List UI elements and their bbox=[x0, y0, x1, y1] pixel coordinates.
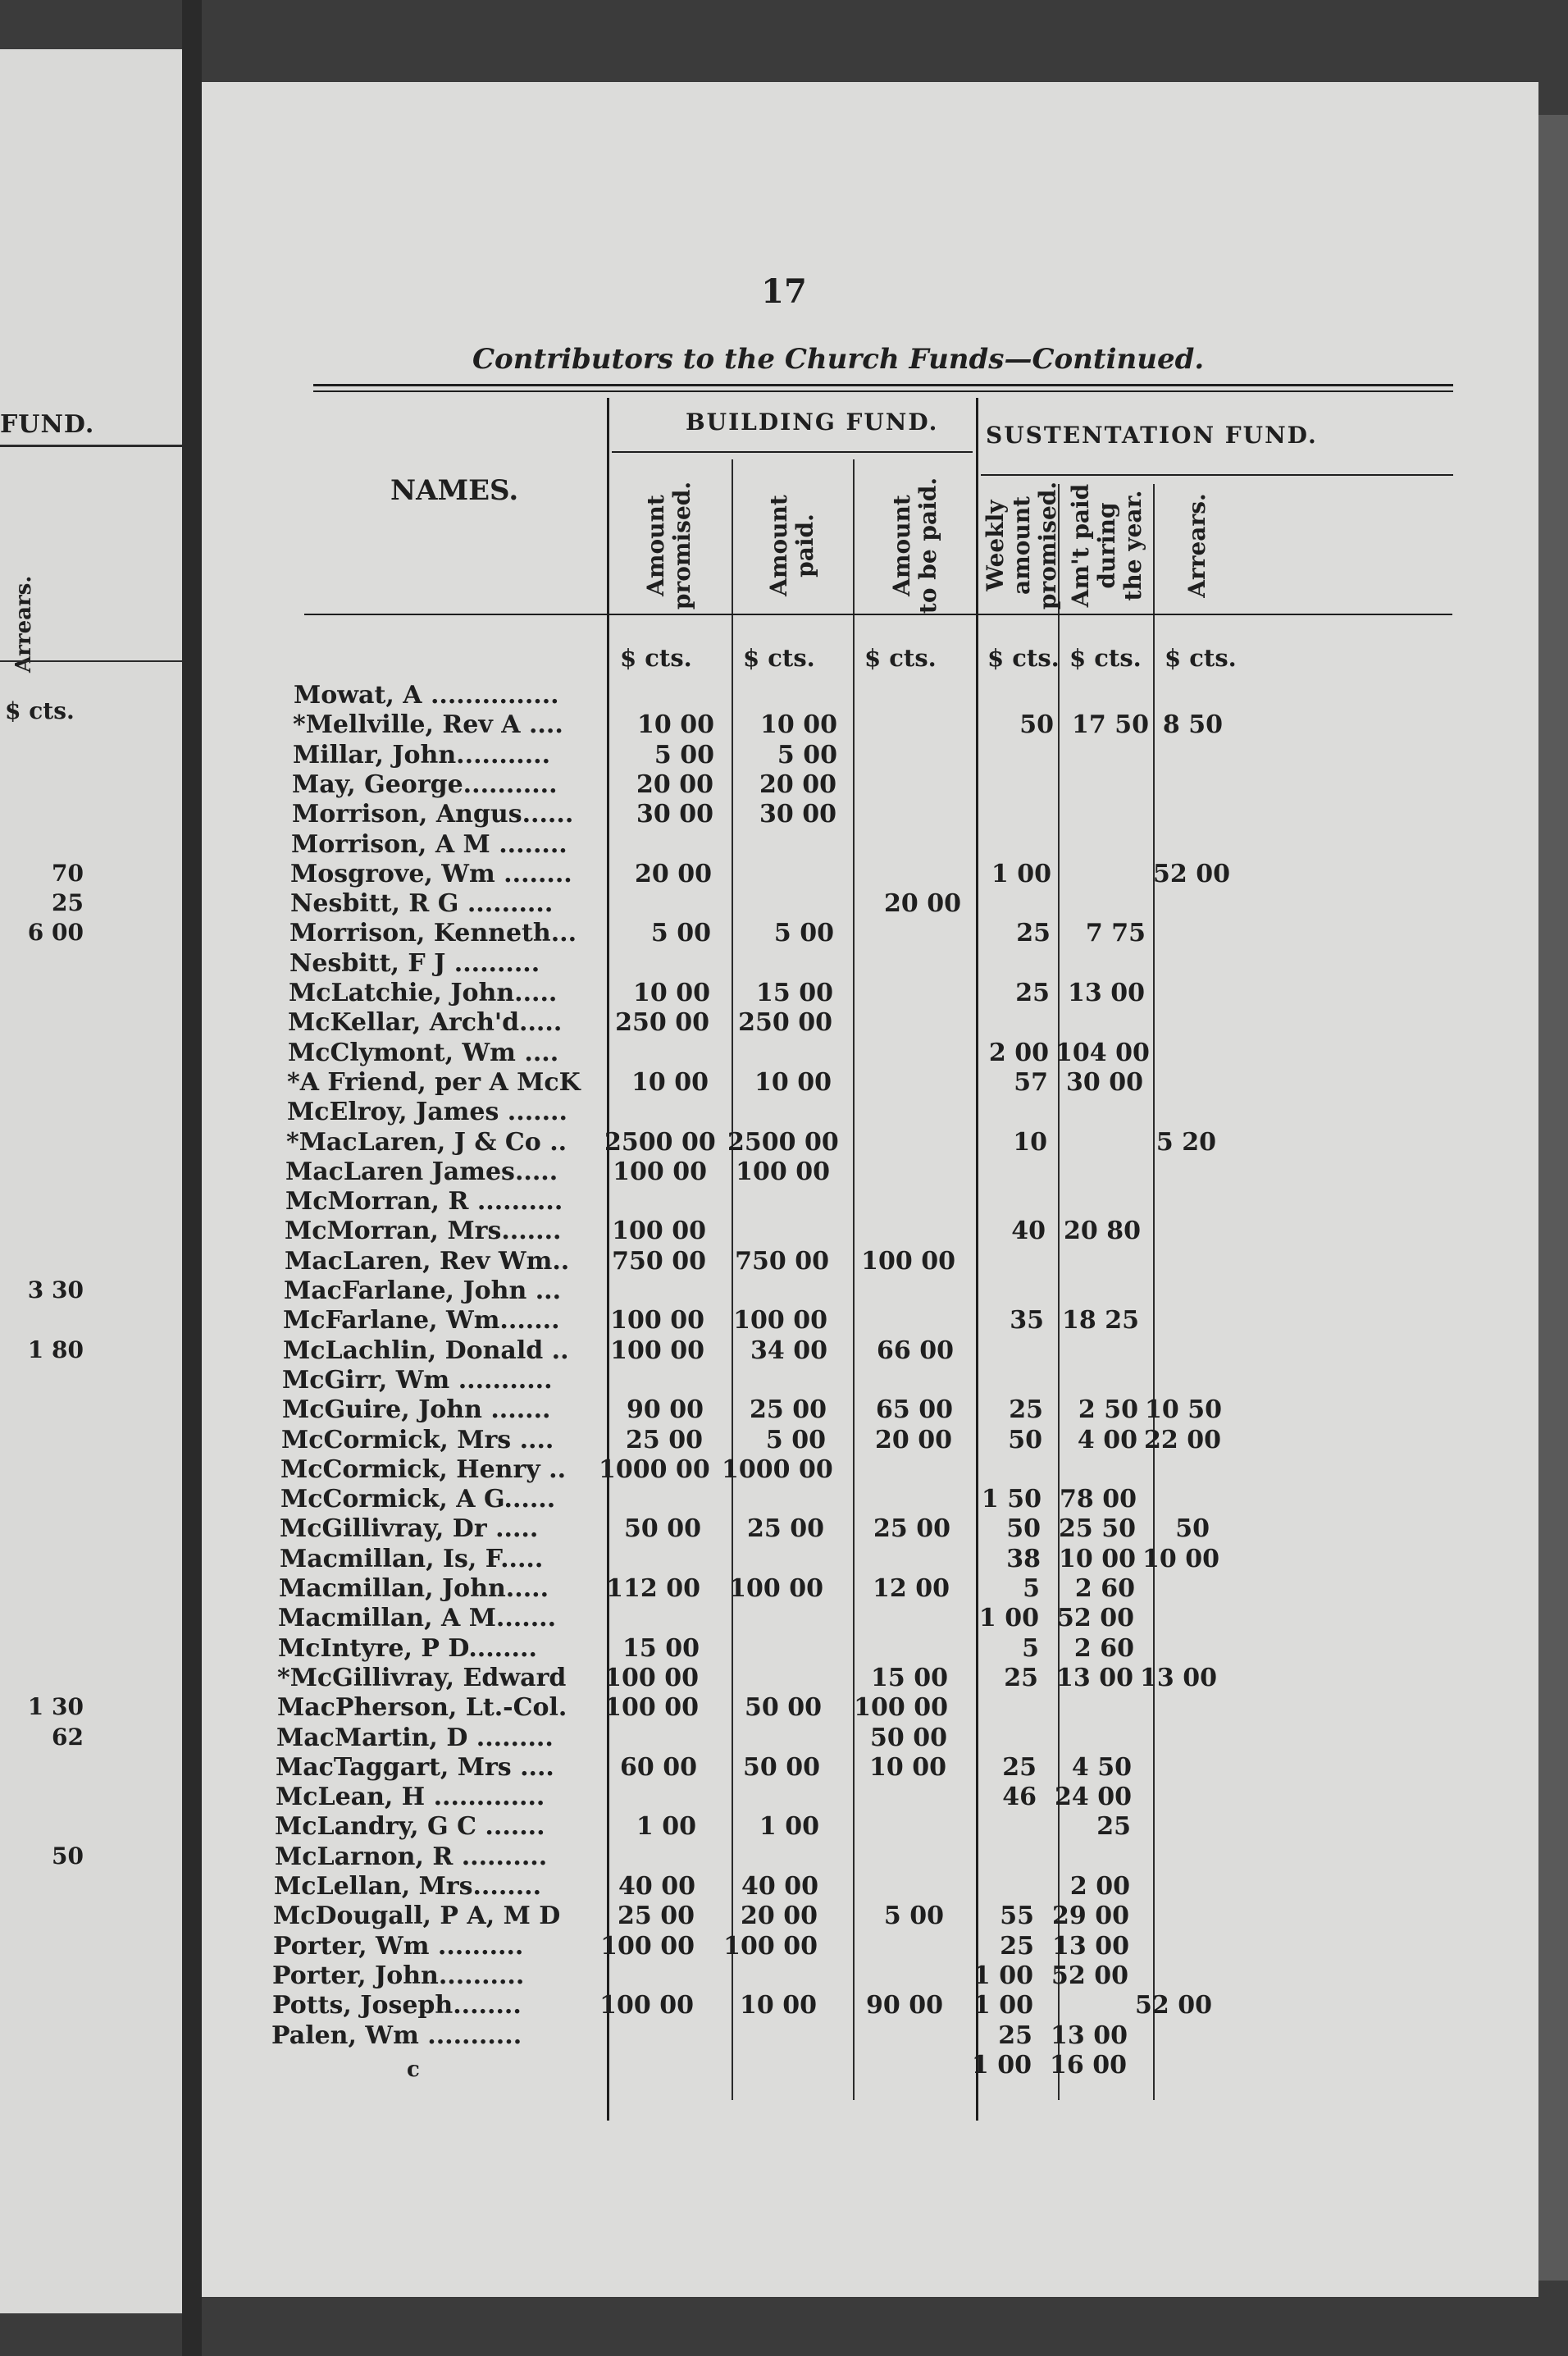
amount-cell: 1 50 bbox=[981, 1485, 1042, 1514]
amount-cell: 40 00 bbox=[618, 1872, 695, 1901]
contributor-name: McLellan, Mrs........ bbox=[274, 1872, 542, 1901]
table-row bbox=[202, 1693, 1432, 1723]
amount-cell: 100 00 bbox=[610, 1306, 704, 1336]
contributor-name: McCormick, Mrs .... bbox=[281, 1425, 554, 1454]
contributor-name: Mowat, A ............... bbox=[294, 681, 559, 710]
amount-cell: 50 bbox=[1006, 1514, 1041, 1544]
amount-cell: 25 00 bbox=[750, 1395, 827, 1425]
amount-cell: 13 00 bbox=[1140, 1663, 1217, 1692]
amount-cell: 1 00 bbox=[991, 859, 1051, 888]
column-header-line: Amount bbox=[765, 495, 792, 596]
amount-cell: 1 00 bbox=[973, 1991, 1033, 2020]
contributor-name: McMorran, Mrs....... bbox=[285, 1217, 562, 1246]
table-row bbox=[202, 1366, 1432, 1395]
table-row bbox=[202, 710, 1432, 740]
column-header-6 bbox=[1184, 463, 1210, 628]
contributor-name: McLarnon, R .......... bbox=[275, 1842, 548, 1871]
contributor-name: McGillivray, Dr ..... bbox=[280, 1514, 539, 1544]
table-row bbox=[202, 1574, 1432, 1604]
column-header-line: Arrears. bbox=[1183, 493, 1210, 598]
amount-cell: 78 00 bbox=[1060, 1485, 1137, 1514]
column-header-line: Am't paid bbox=[1067, 483, 1094, 608]
unit-label: $ cts. bbox=[1165, 644, 1237, 672]
contributor-name: MacMartin, D ......... bbox=[276, 1723, 554, 1752]
amount-cell: 40 00 bbox=[741, 1872, 818, 1901]
amount-cell: 17 50 bbox=[1072, 710, 1149, 740]
contributor-name: Palen, Wm ........... bbox=[271, 2020, 522, 2050]
amount-cell: 13 00 bbox=[1051, 2020, 1128, 2050]
table-row bbox=[202, 1157, 1432, 1187]
amount-cell: 18 25 bbox=[1062, 1306, 1139, 1336]
amount-cell: 4 00 bbox=[1077, 1425, 1137, 1454]
contributor-name: McMorran, R .......... bbox=[285, 1187, 563, 1217]
unit-label: $ cts. bbox=[620, 644, 692, 672]
amount-cell: 35 bbox=[1010, 1306, 1044, 1336]
amount-cell: 2500 00 bbox=[604, 1127, 716, 1157]
contributor-name: *McGillivray, Edward bbox=[277, 1663, 567, 1692]
amount-cell: 10 50 bbox=[1145, 1395, 1222, 1425]
amount-cell: 15 00 bbox=[871, 1663, 948, 1692]
amount-cell: 10 00 bbox=[633, 979, 710, 1007]
table-row bbox=[202, 1187, 1432, 1217]
amount-cell: 20 00 bbox=[884, 889, 961, 919]
amount-cell: 25 00 bbox=[618, 1902, 695, 1931]
amount-cell: 100 00 bbox=[599, 1991, 694, 2020]
amount-cell: 2500 00 bbox=[727, 1127, 839, 1157]
contributor-name: McDougall, P A, M D bbox=[273, 1902, 561, 1931]
amount-cell: 50 bbox=[1008, 1425, 1042, 1454]
page-number: 17 bbox=[761, 272, 807, 311]
amount-cell: 1 00 bbox=[636, 1812, 696, 1842]
amount-cell: 10 00 bbox=[740, 1991, 817, 2020]
table-row bbox=[202, 1306, 1432, 1336]
book-gutter bbox=[182, 0, 202, 2356]
facing-page bbox=[0, 49, 182, 2313]
amount-cell: 25 bbox=[1016, 919, 1051, 948]
amount-cell: 5 00 bbox=[773, 919, 834, 948]
amount-cell: 30 00 bbox=[636, 800, 713, 829]
amount-cell: 25 00 bbox=[626, 1425, 703, 1454]
amount-cell: 50 bbox=[1019, 710, 1054, 740]
header-bottom-rule bbox=[304, 614, 1452, 615]
column-header-3 bbox=[889, 463, 941, 628]
amount-cell: 10 00 bbox=[1142, 1544, 1219, 1573]
amount-cell: 750 00 bbox=[612, 1246, 706, 1276]
table-row bbox=[202, 1247, 1432, 1276]
table-row bbox=[202, 1008, 1432, 1038]
column-header-line: during bbox=[1093, 502, 1120, 589]
table-row bbox=[202, 949, 1432, 979]
amount-cell: 25 bbox=[1015, 979, 1050, 1007]
amount-cell: 24 00 bbox=[1055, 1783, 1132, 1812]
contributor-name: Porter, Wm .......... bbox=[273, 1931, 524, 1961]
amount-cell: 2 60 bbox=[1073, 1633, 1134, 1663]
contributor-name: Morrison, Kenneth... bbox=[289, 919, 577, 948]
contributor-name: McLatchie, John..... bbox=[289, 979, 558, 1007]
amount-cell: 50 00 bbox=[624, 1514, 701, 1544]
signature-mark: c bbox=[407, 2057, 420, 2082]
table-row bbox=[202, 1634, 1432, 1664]
column-header-line: Amount bbox=[642, 495, 669, 596]
contributor-name: *MacLaren, J & Co .. bbox=[286, 1127, 567, 1157]
amount-cell: 250 00 bbox=[738, 1008, 832, 1038]
amount-cell: 100 00 bbox=[604, 1663, 699, 1692]
amount-cell: 10 00 bbox=[637, 710, 714, 740]
amount-cell: 13 00 bbox=[1056, 1663, 1133, 1692]
table-row bbox=[202, 1098, 1432, 1127]
amount-cell: 46 bbox=[1002, 1783, 1037, 1812]
amount-cell: 2 00 bbox=[1069, 1872, 1130, 1901]
facing-page-value: 50 bbox=[52, 1842, 84, 1870]
amount-cell: 29 00 bbox=[1052, 1902, 1129, 1931]
amount-cell: 50 00 bbox=[743, 1752, 820, 1782]
amount-cell: 10 00 bbox=[1059, 1544, 1136, 1573]
table-row bbox=[202, 1426, 1432, 1455]
amount-cell: 16 00 bbox=[1050, 2050, 1127, 2080]
contributor-name: McLean, H ............. bbox=[276, 1783, 545, 1812]
table-row bbox=[202, 2051, 1432, 2080]
table-row bbox=[202, 860, 1432, 889]
amount-cell: 38 bbox=[1006, 1544, 1041, 1573]
table-row bbox=[202, 1932, 1432, 1961]
table-row bbox=[202, 979, 1432, 1008]
facing-page-rule-2 bbox=[0, 660, 182, 662]
contributor-name: McCormick, A G...... bbox=[280, 1485, 556, 1514]
amount-cell: 5 00 bbox=[765, 1425, 826, 1454]
table-row bbox=[202, 1455, 1432, 1485]
amount-cell: 25 00 bbox=[873, 1514, 950, 1544]
column-header-5 bbox=[1068, 463, 1146, 628]
amount-cell: 20 00 bbox=[741, 1902, 818, 1931]
amount-cell: 1000 00 bbox=[722, 1454, 833, 1484]
contributor-name: May, George........... bbox=[292, 769, 558, 799]
facing-page-value: 62 bbox=[52, 1723, 84, 1751]
facing-page-value: 6 00 bbox=[27, 919, 84, 947]
table-row bbox=[202, 889, 1432, 919]
amount-cell: 34 00 bbox=[750, 1336, 827, 1365]
amount-cell: 50 00 bbox=[870, 1723, 947, 1752]
table-row bbox=[202, 1872, 1432, 1902]
amount-cell: 25 50 bbox=[1059, 1514, 1136, 1544]
column-header-line: to be paid. bbox=[914, 477, 941, 614]
amount-cell: 1 00 bbox=[973, 1961, 1033, 1990]
top-double-rule-2 bbox=[313, 390, 1453, 392]
amount-cell: 5 00 bbox=[654, 740, 714, 769]
table-row bbox=[202, 1039, 1432, 1068]
contributor-name: McCormick, Henry .. bbox=[280, 1454, 567, 1484]
contributor-name: Morrison, A M ........ bbox=[291, 829, 567, 859]
table-row bbox=[202, 919, 1432, 948]
contributor-name: McGuire, John ....... bbox=[282, 1395, 551, 1425]
amount-cell: 5 bbox=[1022, 1633, 1039, 1663]
column-header-line: promised. bbox=[668, 481, 695, 610]
sustentation-fund-header: SUSTENTATION FUND. bbox=[986, 422, 1318, 449]
contributor-name: Porter, John.......... bbox=[272, 1961, 525, 1990]
amount-cell: 20 00 bbox=[636, 769, 713, 799]
contributor-name: Potts, Joseph........ bbox=[272, 1991, 522, 2020]
unit-label: $ cts. bbox=[987, 644, 1060, 672]
amount-cell: 15 00 bbox=[756, 979, 833, 1007]
contributor-name: McGirr, Wm ........... bbox=[282, 1365, 553, 1395]
table-row bbox=[202, 800, 1432, 829]
table-row bbox=[202, 1217, 1432, 1246]
amount-cell: 2 60 bbox=[1074, 1574, 1135, 1603]
amount-cell: 30 00 bbox=[1066, 1067, 1143, 1097]
amount-cell: 52 00 bbox=[1153, 859, 1230, 888]
amount-cell: 2 50 bbox=[1078, 1395, 1138, 1425]
amount-cell: 100 00 bbox=[854, 1693, 948, 1723]
facing-page-value: 1 80 bbox=[27, 1336, 84, 1363]
table-row bbox=[202, 2021, 1432, 2051]
column-header-line: Amount bbox=[888, 495, 915, 596]
amount-cell: 22 00 bbox=[1144, 1425, 1221, 1454]
facing-page-header: FUND. bbox=[0, 410, 95, 439]
amount-cell: 100 00 bbox=[736, 1157, 830, 1186]
amount-cell: 5 00 bbox=[883, 1902, 944, 1931]
table-row bbox=[202, 1336, 1432, 1366]
amount-cell: 25 bbox=[1004, 1663, 1038, 1692]
facing-page-value: 25 bbox=[52, 889, 84, 917]
amount-cell: 5 20 bbox=[1155, 1127, 1216, 1157]
contributor-name: Millar, John........... bbox=[293, 740, 551, 769]
table-row bbox=[202, 830, 1432, 860]
amount-cell: 90 00 bbox=[627, 1395, 704, 1425]
contributor-name: Nesbitt, F J .......... bbox=[289, 948, 540, 978]
column-header-line: the year. bbox=[1119, 490, 1146, 601]
amount-cell: 100 00 bbox=[861, 1246, 955, 1276]
facing-page-value: 70 bbox=[52, 859, 84, 887]
amount-cell: 1 00 bbox=[978, 1604, 1039, 1633]
amount-cell: 5 bbox=[1023, 1574, 1040, 1603]
unit-label: $ cts. bbox=[864, 644, 937, 672]
table-row bbox=[202, 1514, 1432, 1544]
building-fund-header: BUILDING FUND. bbox=[686, 409, 939, 436]
table-row bbox=[202, 1842, 1432, 1872]
amount-cell: 750 00 bbox=[735, 1246, 829, 1276]
amount-cell: 100 00 bbox=[600, 1931, 695, 1961]
amount-cell: 4 50 bbox=[1071, 1752, 1132, 1782]
amount-cell: 10 00 bbox=[631, 1067, 709, 1097]
amount-cell: 50 bbox=[1175, 1514, 1210, 1544]
contributor-name: Mosgrove, Wm ........ bbox=[290, 859, 572, 888]
amount-cell: 20 00 bbox=[759, 769, 836, 799]
table-row bbox=[202, 1961, 1432, 1991]
amount-cell: 12 00 bbox=[873, 1574, 950, 1603]
amount-cell: 8 50 bbox=[1162, 710, 1223, 740]
column-header-4 bbox=[982, 463, 1061, 628]
table-row bbox=[202, 1783, 1432, 1812]
amount-cell: 250 00 bbox=[615, 1008, 709, 1038]
amount-cell: 52 00 bbox=[1051, 1961, 1128, 1990]
contributor-name: McLandry, G C ....... bbox=[275, 1812, 545, 1842]
table-row bbox=[202, 1485, 1432, 1514]
table-row bbox=[202, 1545, 1432, 1574]
contributor-name: Macmillan, Is, F..... bbox=[280, 1544, 544, 1573]
contributor-name: McFarlane, Wm....... bbox=[283, 1306, 560, 1336]
unit-label: $ cts. bbox=[1069, 644, 1142, 672]
table-row bbox=[202, 770, 1432, 800]
table-row bbox=[202, 1664, 1432, 1693]
amount-cell: 52 00 bbox=[1057, 1604, 1134, 1633]
amount-cell: 1 00 bbox=[971, 2050, 1032, 2080]
amount-cell: 60 00 bbox=[620, 1752, 697, 1782]
amount-cell: 13 00 bbox=[1068, 979, 1145, 1007]
amount-cell: 25 00 bbox=[747, 1514, 824, 1544]
contributor-name: Macmillan, John..... bbox=[279, 1574, 549, 1603]
contributor-name: McClymont, Wm .... bbox=[288, 1038, 559, 1067]
table-row bbox=[202, 1902, 1432, 1931]
contributor-name: McLachlin, Donald .. bbox=[283, 1336, 569, 1365]
column-header-2 bbox=[766, 463, 818, 628]
amount-cell: 7 75 bbox=[1085, 919, 1146, 948]
table-row bbox=[202, 681, 1432, 710]
amount-cell: 104 00 bbox=[1055, 1038, 1150, 1067]
top-double-rule-1 bbox=[313, 384, 1453, 386]
amount-cell: 100 00 bbox=[610, 1336, 704, 1365]
amount-cell: 30 00 bbox=[759, 800, 836, 829]
amount-cell: 20 00 bbox=[635, 859, 712, 888]
amount-cell: 10 00 bbox=[754, 1067, 832, 1097]
column-header-line: promised. bbox=[1034, 481, 1061, 610]
contributor-name: *A Friend, per A McK bbox=[287, 1067, 581, 1097]
table-row bbox=[202, 1128, 1432, 1157]
names-header: NAMES. bbox=[390, 474, 519, 507]
table-row bbox=[202, 1068, 1432, 1098]
amount-cell: 10 bbox=[1013, 1127, 1047, 1157]
contributor-name: McKellar, Arch'd..... bbox=[288, 1008, 563, 1038]
amount-cell: 100 00 bbox=[729, 1574, 823, 1603]
contributor-name: MacLaren James..... bbox=[285, 1157, 558, 1186]
contributor-name: MacLaren, Rev Wm.. bbox=[285, 1246, 570, 1276]
amount-cell: 100 00 bbox=[723, 1931, 818, 1961]
amount-cell: 50 00 bbox=[745, 1693, 822, 1723]
table-row bbox=[202, 1753, 1432, 1783]
amount-cell: 52 00 bbox=[1135, 1991, 1212, 2020]
amount-cell: 1 00 bbox=[759, 1812, 819, 1842]
column-header-line: Weekly bbox=[982, 500, 1009, 591]
amount-cell: 100 00 bbox=[612, 1217, 706, 1246]
table-row bbox=[202, 1276, 1432, 1306]
amount-cell: 40 bbox=[1011, 1217, 1046, 1246]
amount-cell: 10 00 bbox=[760, 710, 837, 740]
contributor-name: MacTaggart, Mrs .... bbox=[276, 1752, 554, 1782]
contributor-name: MacPherson, Lt.-Col. bbox=[277, 1693, 567, 1723]
amount-cell: 15 00 bbox=[622, 1633, 700, 1663]
amount-cell: 25 bbox=[1000, 1931, 1034, 1961]
amount-cell: 25 bbox=[1002, 1752, 1037, 1782]
unit-label: $ cts. bbox=[743, 644, 815, 672]
book-edge bbox=[1538, 115, 1568, 2281]
contributor-name: Nesbitt, R G .......... bbox=[290, 889, 554, 919]
amount-cell: 20 80 bbox=[1064, 1217, 1141, 1246]
amount-cell: 55 bbox=[1000, 1902, 1034, 1931]
amount-cell: 5 00 bbox=[650, 919, 711, 948]
column-header-line: amount bbox=[1008, 495, 1035, 596]
amount-cell: 65 00 bbox=[876, 1395, 953, 1425]
column-header-1 bbox=[643, 463, 695, 628]
amount-cell: 112 00 bbox=[606, 1574, 700, 1603]
amount-cell: 25 bbox=[1096, 1812, 1131, 1842]
table-row bbox=[202, 1724, 1432, 1753]
amount-cell: 100 00 bbox=[613, 1157, 707, 1186]
amount-cell: 5 00 bbox=[777, 740, 837, 769]
contributor-name: Macmillan, A M....... bbox=[278, 1604, 557, 1633]
amount-cell: 100 00 bbox=[604, 1693, 699, 1723]
amount-cell: 20 00 bbox=[875, 1425, 952, 1454]
contributor-name: McIntyre, P D........ bbox=[278, 1633, 537, 1663]
contributor-name: MacFarlane, John ... bbox=[284, 1276, 562, 1305]
table-row bbox=[202, 741, 1432, 770]
amount-cell: 25 bbox=[998, 2020, 1032, 2050]
amount-cell: 2 00 bbox=[988, 1038, 1049, 1067]
facing-page-rule bbox=[0, 445, 182, 447]
amount-cell: 66 00 bbox=[877, 1336, 954, 1365]
contributor-name: McElroy, James ....... bbox=[287, 1098, 567, 1127]
ledger-page bbox=[202, 82, 1538, 2297]
column-header-line: paid. bbox=[791, 514, 818, 578]
facing-page-value: 3 30 bbox=[27, 1276, 84, 1304]
table-row bbox=[202, 1991, 1432, 2020]
amount-cell: 1000 00 bbox=[599, 1454, 710, 1484]
table-row bbox=[202, 1604, 1432, 1633]
amount-cell: 10 00 bbox=[869, 1752, 946, 1782]
amount-cell: 25 bbox=[1009, 1395, 1043, 1425]
facing-page-unit: $ cts. bbox=[5, 697, 75, 724]
table-row bbox=[202, 1812, 1432, 1842]
facing-page-arrears-label: Arrears. bbox=[11, 575, 36, 673]
building-fund-underline bbox=[612, 451, 973, 453]
page-caption: Contributors to the Church Funds—Continued. bbox=[472, 343, 1205, 376]
table-row bbox=[202, 1395, 1432, 1425]
contributor-name: *Mellville, Rev A .... bbox=[293, 710, 563, 740]
contributor-name: Morrison, Angus...... bbox=[292, 800, 574, 829]
amount-cell: 90 00 bbox=[866, 1991, 943, 2020]
amount-cell: 57 bbox=[1014, 1067, 1048, 1097]
amount-cell: 13 00 bbox=[1052, 1931, 1129, 1961]
amount-cell: 100 00 bbox=[733, 1306, 827, 1336]
facing-page-value: 1 30 bbox=[27, 1693, 84, 1721]
